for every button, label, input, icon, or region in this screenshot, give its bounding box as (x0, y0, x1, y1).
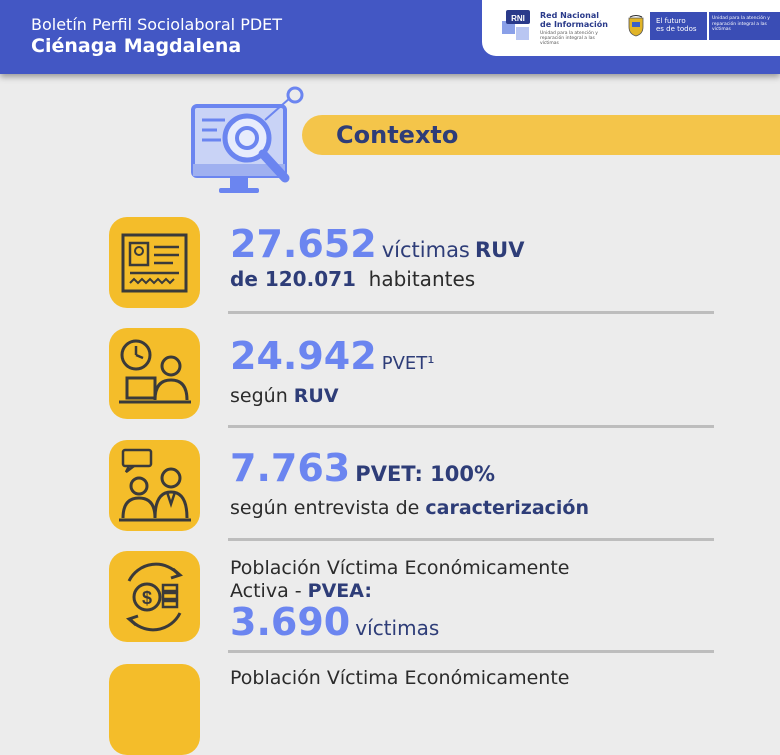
stat-population: de 120.071 (230, 267, 356, 291)
rni-subtitle: Unidad para la atención y reparación integral a las víctimas (540, 31, 598, 46)
clock-worker-icon (109, 328, 200, 419)
stat-source-label: según entrevista de (230, 497, 420, 519)
stat-caract-line2 (230, 497, 589, 519)
money-cycle-icon (109, 551, 200, 642)
svg-text:$: $ (141, 588, 153, 608)
unit-name: Unidad para la atención y reparación integral a las víctimas (709, 12, 780, 40)
coat-of-arms-icon (627, 15, 645, 37)
stat-pvea-line2 (230, 580, 372, 602)
stat-source: caracterización (425, 497, 590, 519)
money-hand-icon (109, 664, 200, 755)
stat-victims-line2 (230, 267, 475, 291)
stat-pvea-colon: : (364, 580, 372, 602)
stat-value: 3.690 (230, 600, 351, 644)
stat-pvea-line1: Población Víctima Económicamente (230, 557, 570, 579)
gov-line1: El futuro (656, 17, 686, 25)
divider (228, 425, 714, 428)
divider (228, 650, 714, 653)
municipality-title: Ciénaga Magdalena (31, 35, 242, 57)
stat-label-bold: RUV (474, 238, 525, 262)
interview-icon (109, 440, 200, 531)
stat-value: 27.652 (230, 222, 377, 266)
stat-source: RUV (293, 385, 339, 407)
stat-pvea-prefix: Activa - (230, 580, 302, 602)
stat-pvea-acronym: PVEA (307, 580, 365, 602)
rni-name (540, 11, 608, 29)
rni-line2: de Información (540, 20, 608, 29)
rni-line1: Red Nacional (540, 11, 600, 20)
gov-line2: es de todos (656, 25, 697, 33)
stat-pvea-line3 (230, 600, 439, 644)
stat-value: 24.942 (230, 334, 377, 378)
stat-victims-line1 (230, 222, 524, 266)
bulletin-title: Boletín Perfil Sociolaboral PDET (31, 15, 283, 34)
id-card-icon (109, 217, 200, 308)
rni-logo-icon (500, 9, 536, 43)
stat-caract-line1 (230, 446, 495, 490)
monitor-search-icon (185, 86, 310, 201)
section-title: Contexto (336, 121, 459, 149)
divider (228, 538, 714, 541)
divider (228, 311, 714, 314)
stat-next-line1: Población Víctima Económicamente (230, 667, 570, 689)
logos-panel (482, 0, 780, 56)
rni-badge-text: RNI (511, 14, 525, 23)
stat-pvet-line2 (230, 385, 339, 407)
stat-pvet-line1 (230, 334, 435, 378)
stat-label: PVET¹ (381, 353, 435, 374)
stat-population-label: habitantes (368, 267, 476, 291)
stat-value: 7.763 (230, 446, 351, 490)
stat-source-label: según (230, 385, 288, 407)
stat-label: víctimas (355, 616, 440, 640)
stat-label-bold: PVET: 100% (355, 462, 496, 486)
gov-slogan (650, 12, 707, 40)
stat-label: víctimas (381, 238, 470, 262)
